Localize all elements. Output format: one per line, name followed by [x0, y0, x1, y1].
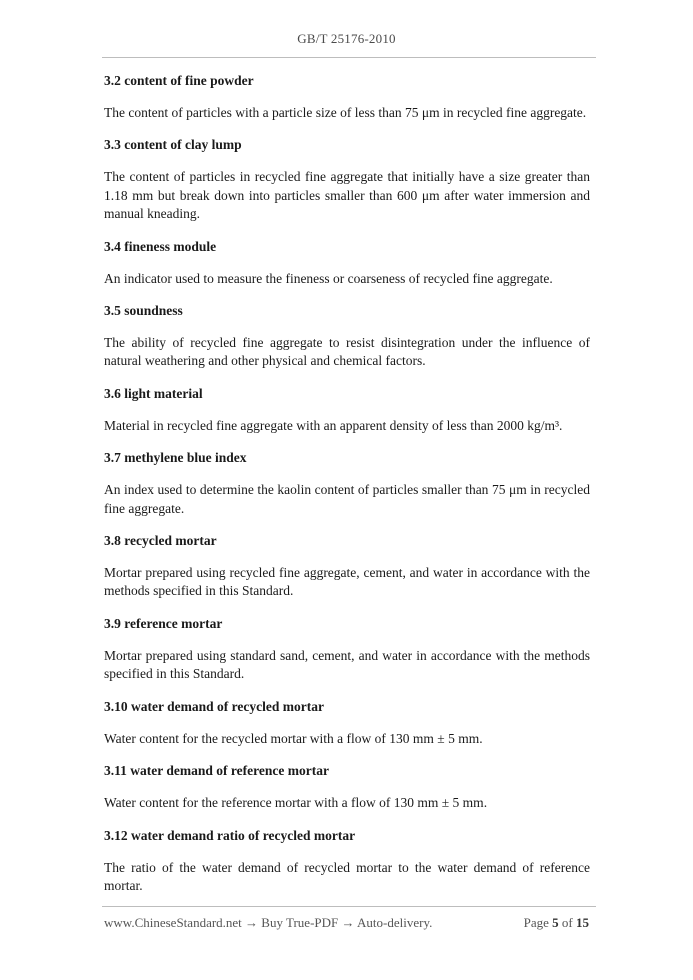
page-indicator: [524, 915, 589, 931]
term-definition: Water content for the recycled mortar with a flow of 130 mm ± 5 mm.: [104, 730, 483, 746]
term-section-3-7: [104, 449, 590, 518]
term-section-3-9: [104, 615, 590, 684]
term-heading: 3.12 water demand ratio of recycled mortar: [104, 827, 356, 843]
term-section-3-11: [104, 762, 590, 812]
term-definition: The content of particles in recycled fine aggregate that initially have a size greater than 1.18 mm but break down into particles smaller than 600 μm after water immersion and manual kneading.: [104, 169, 590, 222]
document-body: [104, 72, 590, 909]
term-heading: 3.5 soundness: [104, 303, 183, 319]
buy-true-pdf-text: Buy True-PDF: [261, 915, 339, 930]
page-footer: [104, 915, 589, 931]
page-label: Page: [523, 915, 549, 930]
term-section-3-5: [104, 302, 590, 371]
term-section-3-8: [104, 532, 590, 601]
term-section-3-10: [104, 698, 590, 748]
term-definition: The ratio of the water demand of recycled mortar to the water demand of reference mortar.: [104, 859, 590, 893]
auto-delivery-text: Auto-delivery.: [357, 915, 433, 930]
term-definition: An indicator used to measure the fineness or coarseness of recycled fine aggregate.: [104, 270, 553, 286]
page-current: 5: [552, 915, 559, 930]
term-heading: 3.9 reference mortar: [104, 615, 223, 631]
document-header: GB/T 25176-2010: [297, 31, 396, 46]
footer-promo: [104, 915, 432, 931]
arrow-right-icon: →: [245, 915, 259, 930]
term-definition: Material in recycled fine aggregate with an apparent density of less than 2000 kg/m³.: [104, 417, 563, 433]
term-heading: 3.7 methylene blue index: [104, 450, 247, 466]
term-heading: 3.11 water demand of reference mortar: [104, 763, 329, 779]
term-definition: The content of particles with a particle size of less than 75 μm in recycled fine aggregate.: [104, 105, 587, 120]
term-section-3-6: [104, 385, 590, 435]
term-section-3-2: [104, 72, 590, 122]
term-definition: An index used to determine the kaolin content of particles smaller than 75 μm in recycled fine aggregate.: [104, 482, 590, 516]
arrow-right-icon: →: [341, 915, 355, 930]
term-heading: 3.10 water demand of recycled mortar: [104, 698, 324, 714]
term-definition: The ability of recycled fine aggregate to resist disintegration under the influence of natural weathering and other physical and chemical factors.: [104, 335, 590, 369]
site-link[interactable]: www.ChineseStandard.net: [104, 915, 242, 930]
term-section-3-4: [104, 238, 590, 288]
term-definition: Mortar prepared using recycled fine aggregate, cement, and water in accordance with the methods specified in this Standard.: [104, 565, 590, 599]
footer-divider: [102, 906, 596, 907]
term-definition: Water content for the reference mortar with a flow of 130 mm ± 5 mm.: [104, 795, 488, 811]
page-total: 15: [576, 915, 589, 930]
term-section-3-12: [104, 827, 590, 896]
term-section-3-3: [104, 136, 590, 223]
term-definition: Mortar prepared using standard sand, cement, and water in accordance with the methods specified in this Standard.: [104, 647, 590, 682]
term-heading: 3.2 content of fine powder: [104, 73, 254, 88]
page-of-label: of: [561, 915, 573, 930]
header-divider: [102, 57, 596, 58]
term-heading: 3.3 content of clay lump: [104, 137, 242, 153]
term-heading: 3.4 fineness module: [104, 238, 217, 254]
term-heading: 3.8 recycled mortar: [104, 533, 217, 549]
term-heading: 3.6 light material: [104, 385, 203, 401]
